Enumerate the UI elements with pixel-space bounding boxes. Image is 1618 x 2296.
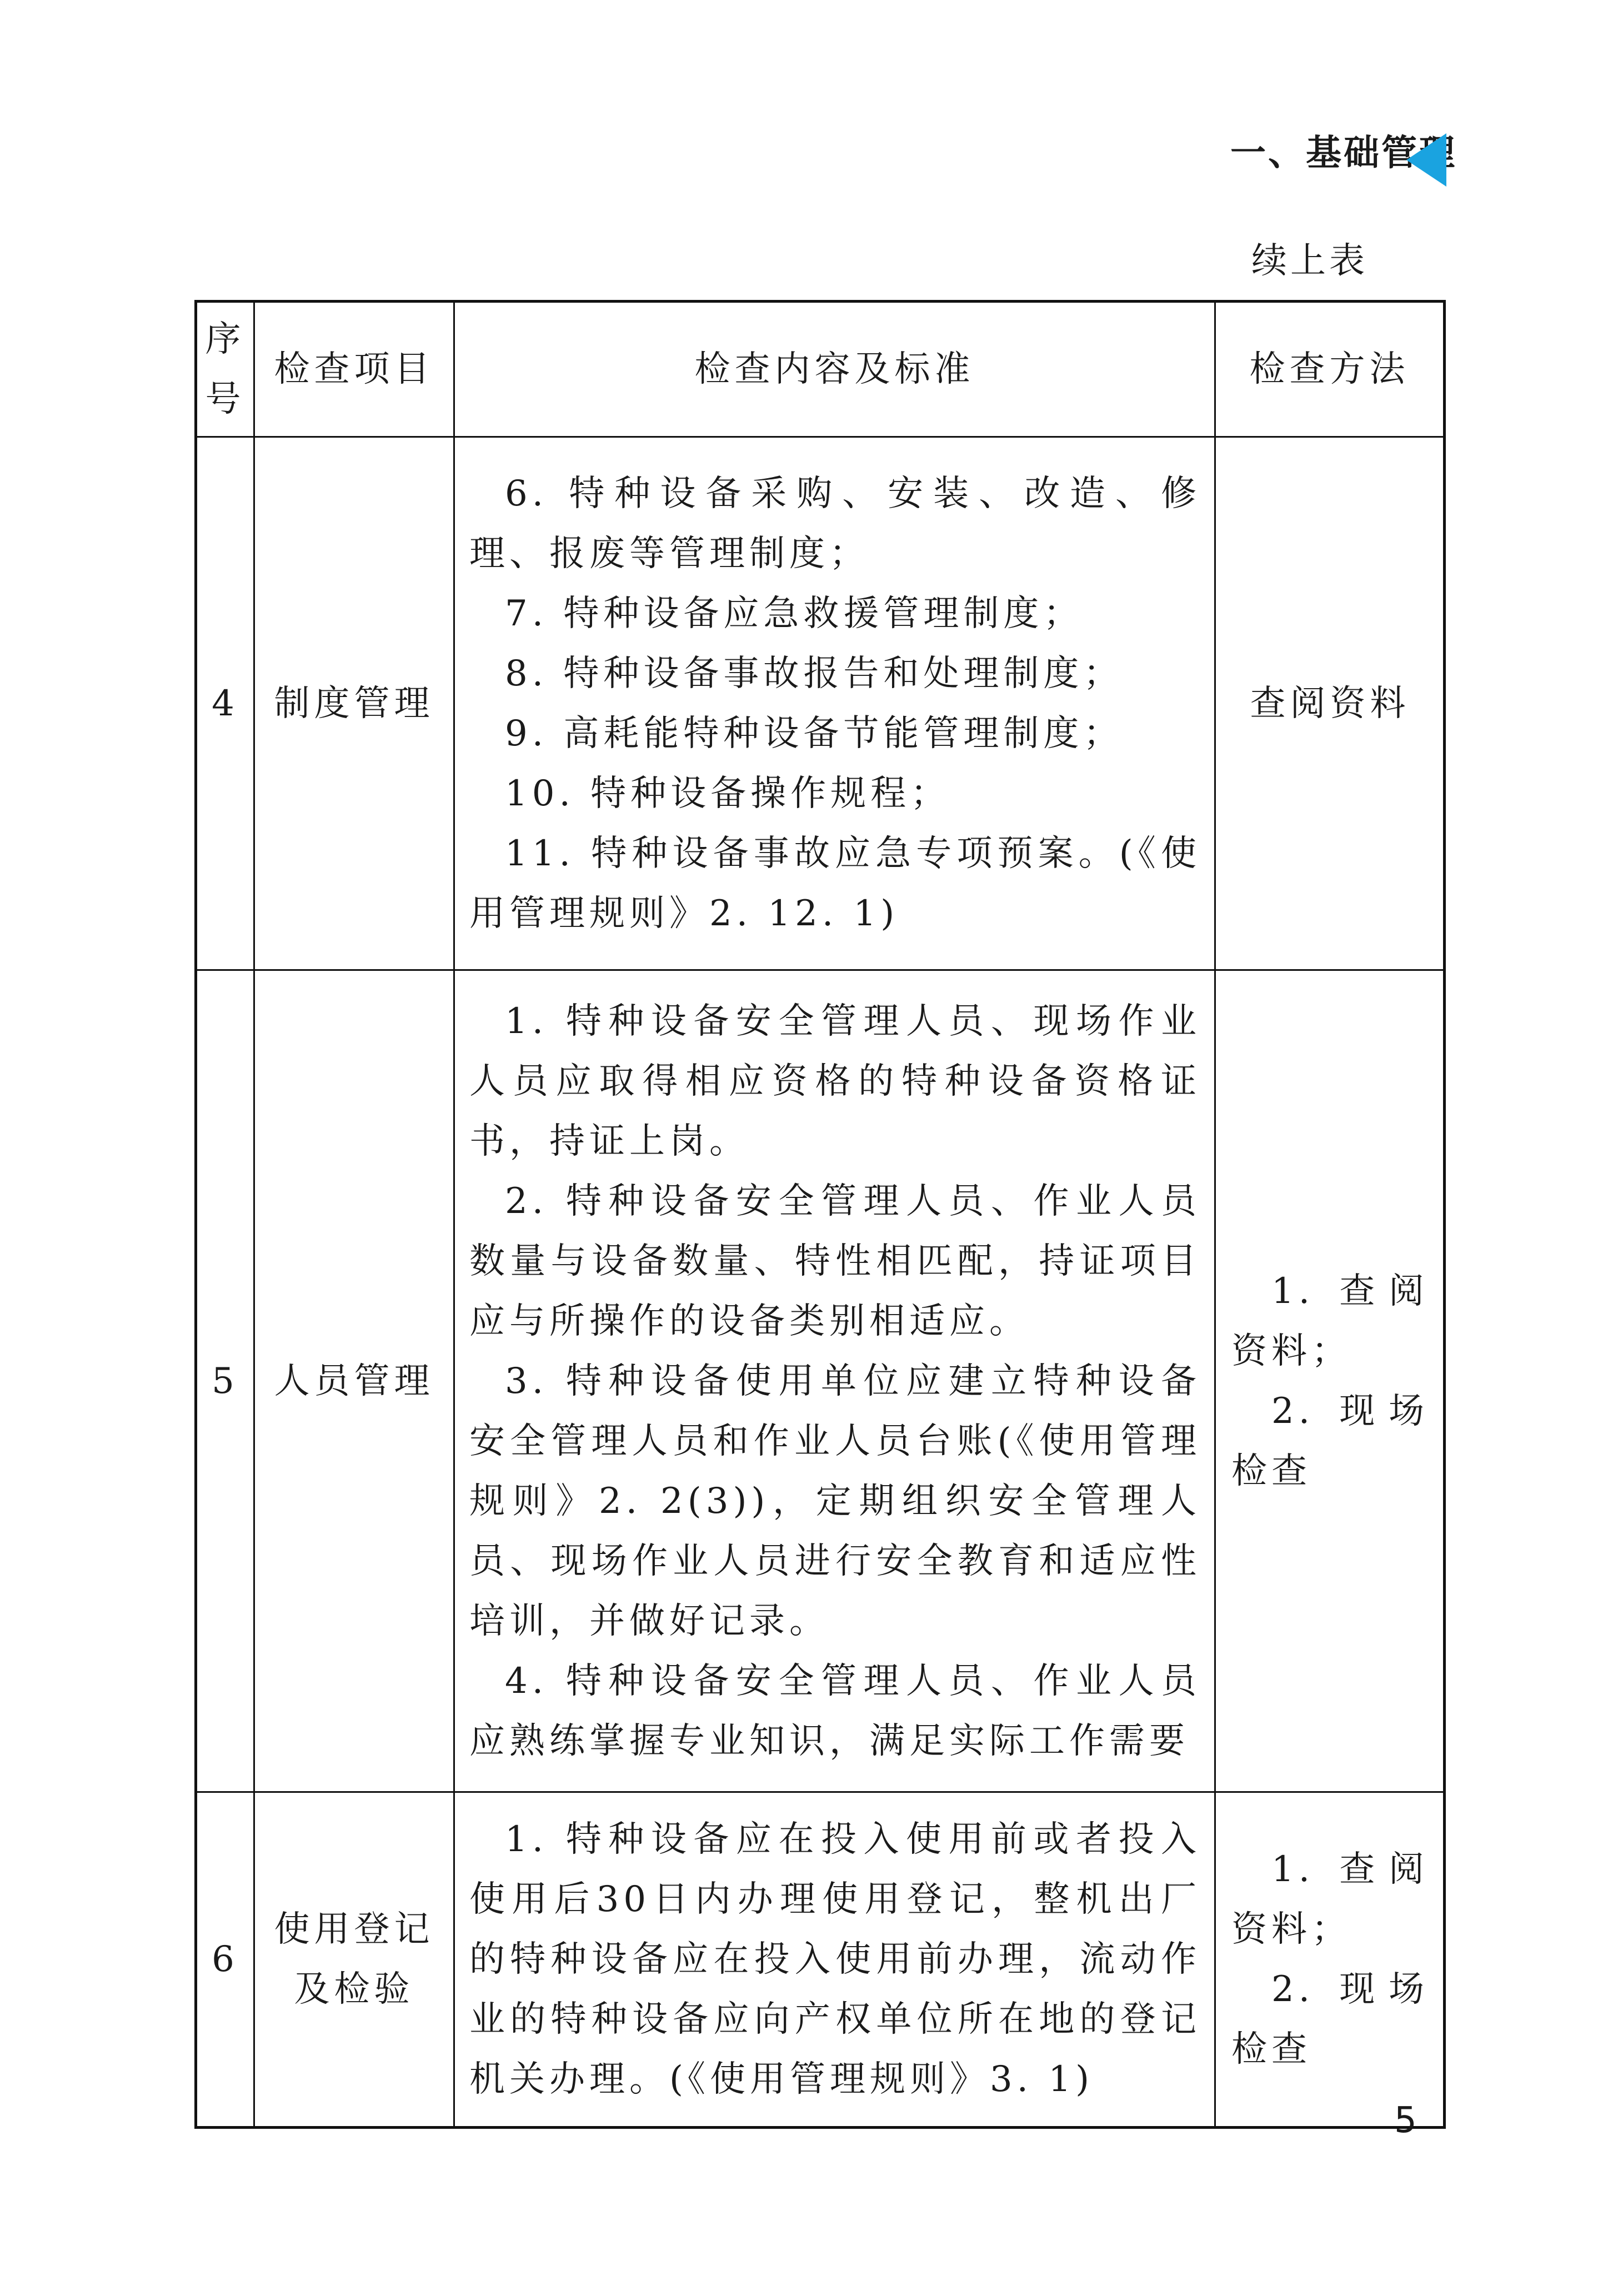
row-method [1215, 437, 1445, 970]
table-row [196, 970, 1445, 1792]
method-line: 1. 查阅资料； [1231, 1270, 1429, 1372]
content-paragraph: 7. 特种设备应急救援管理制度； [505, 593, 1084, 634]
content-paragraph: 3. 特种设备使用单位应建立特种设备安全管理人员和作业人员台账(《使用管理规则》2. 2(3))，定期组织安全管理人员、现场作业人员进行安全教育和适应性培训，并做好记录。 [469, 1360, 1201, 1642]
row-content [454, 1792, 1215, 2128]
content-paragraph: 10. 特种设备操作规程； [505, 773, 951, 814]
row-number: 4 [196, 437, 254, 970]
header-item: 检查项目 [254, 302, 454, 437]
row-content [454, 437, 1215, 970]
row-number: 5 [196, 970, 254, 1792]
content-paragraph: 11. 特种设备事故应急专项预案。(《使用管理规则》2. 12. 1) [469, 833, 1201, 934]
row-item: 使用登记及检验 [254, 1792, 454, 2128]
method-line: 2. 现场检查 [1231, 1390, 1429, 1492]
continued-label: 续上表 [1251, 240, 1368, 282]
header-content: 检查内容及标准 [454, 302, 1215, 437]
page-number: 5 [1394, 2100, 1417, 2141]
row-item: 人员管理 [254, 970, 454, 1792]
table-row [196, 1792, 1445, 2128]
section-marker-triangle-icon [1406, 133, 1446, 187]
row-method [1215, 970, 1445, 1792]
method-line: 2. 现场检查 [1231, 1969, 1429, 2070]
content-paragraph: 1. 特种设备应在投入使用前或者投入使用后30日内办理使用登记，整机出厂的特种设备应在投入使用前办理，流动作业的特种设备应向产权单位所在地的登记机关办理。(《使用管理规则》3. 1) [469, 1819, 1201, 2100]
method-line: 1. 查阅资料； [1231, 1849, 1429, 1950]
row-method [1215, 1792, 1445, 2128]
inspection-table [194, 300, 1446, 2129]
header-no: 序号 [196, 302, 254, 437]
row-item: 制度管理 [254, 437, 454, 970]
row-number: 6 [196, 1792, 254, 2128]
content-paragraph: 6. 特种设备采购、安装、改造、修理、报废等管理制度； [469, 473, 1201, 574]
content-paragraph: 4. 特种设备安全管理人员、作业人员应熟练掌握专业知识，满足实际工作需要 [469, 1660, 1201, 1762]
method-line: 查阅资料 [1250, 683, 1410, 724]
header-method: 检查方法 [1215, 302, 1445, 437]
content-paragraph: 9. 高耗能特种设备节能管理制度； [505, 713, 1124, 754]
table-header [196, 302, 1445, 437]
section-title: 一、基础管理 [1230, 133, 1457, 174]
content-paragraph: 1. 特种设备安全管理人员、现场作业人员应取得相应资格的特种设备资格证书，持证上岗。 [469, 1000, 1201, 1162]
table-row [196, 437, 1445, 970]
content-paragraph: 2. 特种设备安全管理人员、作业人员数量与设备数量、特性相匹配，持证项目应与所操作的设备类别相适应。 [469, 1180, 1201, 1342]
content-paragraph: 8. 特种设备事故报告和处理制度； [505, 653, 1124, 694]
row-content [454, 970, 1215, 1792]
